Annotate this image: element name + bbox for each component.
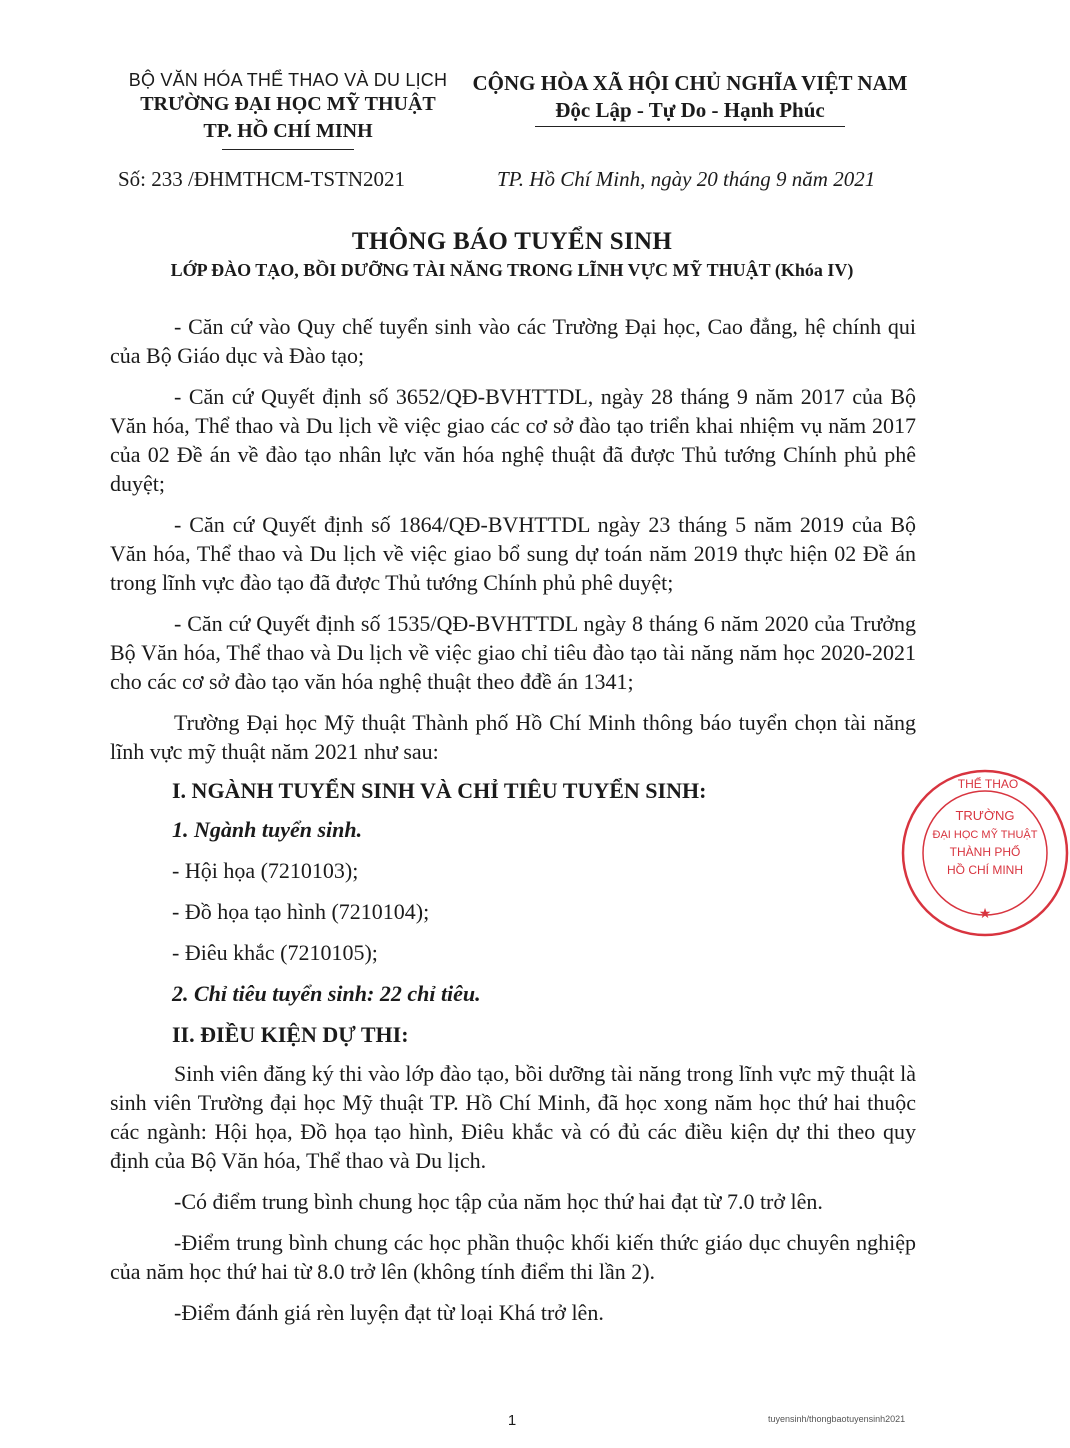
seal-text-line: TRƯỜNG	[955, 808, 1015, 823]
preamble-paragraph: - Căn cứ vào Quy chế tuyển sinh vào các Trường Đại học, Cao đẳng, hệ chính qui của Bộ Giáo dục và Đào tạo;	[110, 314, 916, 368]
preamble-paragraph: - Căn cứ Quyết định số 1864/QĐ-BVHTTDL ngày 23 tháng 5 năm 2019 của Bộ Văn hóa, Thể thao và Du lịch về việc giao bổ sung dự toán năm 2019 thực hiện 02 Đề án trong lĩnh vực đào tạo đã được Thủ tướng Chính phủ phê duyệt;	[110, 512, 916, 595]
conditions-paragraph: Sinh viên đăng ký thi vào lớp đào tạo, bồi dưỡng tài năng trong lĩnh vực mỹ thuật là sinh viên Trường đại học Mỹ thuật TP. Hồ Chí Minh, đã học xong năm học thứ hai thuộc các ngành: Hội họa, Đồ họa tạo hình, Điêu khắc và có đủ các điều kiện dự thi theo quy định của Bộ Văn hóa, Thể thao và Du lịch.	[110, 1061, 916, 1173]
preamble-paragraph: - Căn cứ Quyết định số 1535/QĐ-BVHTTDL ngày 8 tháng 6 năm 2020 của Trưởng Bộ Văn hóa, Thể thao và Du lịch về việc giao chỉ tiêu đào tạo tài năng năm học 2020-2021 cho các cơ sở đào tạo văn hóa nghệ thuật theo đđề án 1341;	[110, 611, 916, 694]
university-name: TRƯỜNG ĐẠI HỌC MỸ THUẬT	[140, 93, 436, 115]
condition-item: -Điểm đánh giá rèn luyện đạt từ loại Khá trở lên.	[174, 1300, 604, 1325]
issuer-header	[118, 70, 458, 150]
seal-text-line: THÀNH PHỐ	[949, 845, 1021, 859]
major-item: - Đồ họa tạo hình (7210104);	[172, 899, 430, 924]
document-subtitle: LỚP ĐÀO TẠO, BỒI DƯỠNG TÀI NĂNG TRONG LĨNH VỰC MỸ THUẬT (Khóa IV)	[170, 260, 854, 280]
major-item: - Điêu khắc (7210105);	[172, 940, 378, 965]
ministry-name: BỘ VĂN HÓA THỂ THAO VÀ DU LỊCH	[128, 70, 448, 90]
issuer-underline	[222, 149, 354, 150]
national-motto: Độc Lập - Tự Do - Hạnh Phúc	[555, 98, 825, 122]
condition-item: -Có điểm trung bình chung học tập của năm học thứ hai đạt từ 7.0 trở lên.	[174, 1189, 823, 1214]
national-header	[460, 70, 920, 127]
section-heading-majors: I. NGÀNH TUYỂN SINH VÀ CHỈ TIÊU TUYỂN SINH:	[172, 778, 707, 803]
major-item: - Hội họa (7210103);	[172, 858, 359, 883]
motto-underline	[535, 126, 845, 127]
section-heading-conditions: II. ĐIỀU KIỆN DỰ THI:	[172, 1022, 409, 1047]
official-seal-stamp	[900, 768, 1070, 938]
footer-filename: tuyensinh/thongbaotuyensinh2021	[768, 1414, 906, 1424]
subheading-quota: 2. Chỉ tiêu tuyển sinh: 22 chỉ tiêu.	[172, 981, 481, 1006]
preamble-paragraph: - Căn cứ Quyết định số 3652/QĐ-BVHTTDL, ngày 28 tháng 9 năm 2017 của Bộ Văn hóa, Thể thao và Du lịch về việc giao các cơ sở đào tạo triển khai nhiệm vụ năm 2017 của 02 Đề án về đào tạo nhân lực văn hóa nghệ thuật đã được Thủ tướng Chính phủ phê duyệt;	[110, 384, 916, 496]
document-title: THÔNG BÁO TUYỂN SINH	[351, 228, 673, 255]
seal-ring-text: THỂ THAO	[957, 777, 1019, 791]
document-number: Số: 233 /ĐHMTHCM-TSTN2021	[118, 167, 406, 191]
country-name: CỘNG HÒA XÃ HỘI CHỦ NGHĨA VIỆT NAM	[472, 71, 908, 95]
subheading-majors: 1. Ngành tuyển sinh.	[172, 817, 363, 842]
seal-text-line: HỒ CHÍ MINH	[947, 863, 1023, 877]
seal-star-icon: ★	[978, 905, 992, 921]
seal-text-line: ĐẠI HỌC MỸ THUẬT	[932, 829, 1038, 841]
announcement-intro: Trường Đại học Mỹ thuật Thành phố Hồ Chí Minh thông báo tuyển chọn tài năng lĩnh vực mỹ thuật năm 2021 như sau:	[110, 710, 916, 764]
document-date: TP. Hồ Chí Minh, ngày 20 tháng 9 năm 2021	[497, 167, 876, 191]
university-city: TP. HỒ CHÍ MINH	[203, 120, 373, 142]
document-body	[110, 312, 916, 1339]
page-number: 1	[507, 1412, 517, 1429]
condition-item: -Điểm trung bình chung các học phần thuộc khối kiến thức giáo dục chuyên nghiệp của năm học thứ hai từ 8.0 trở lên (không tính điểm thi lần 2).	[110, 1230, 916, 1284]
